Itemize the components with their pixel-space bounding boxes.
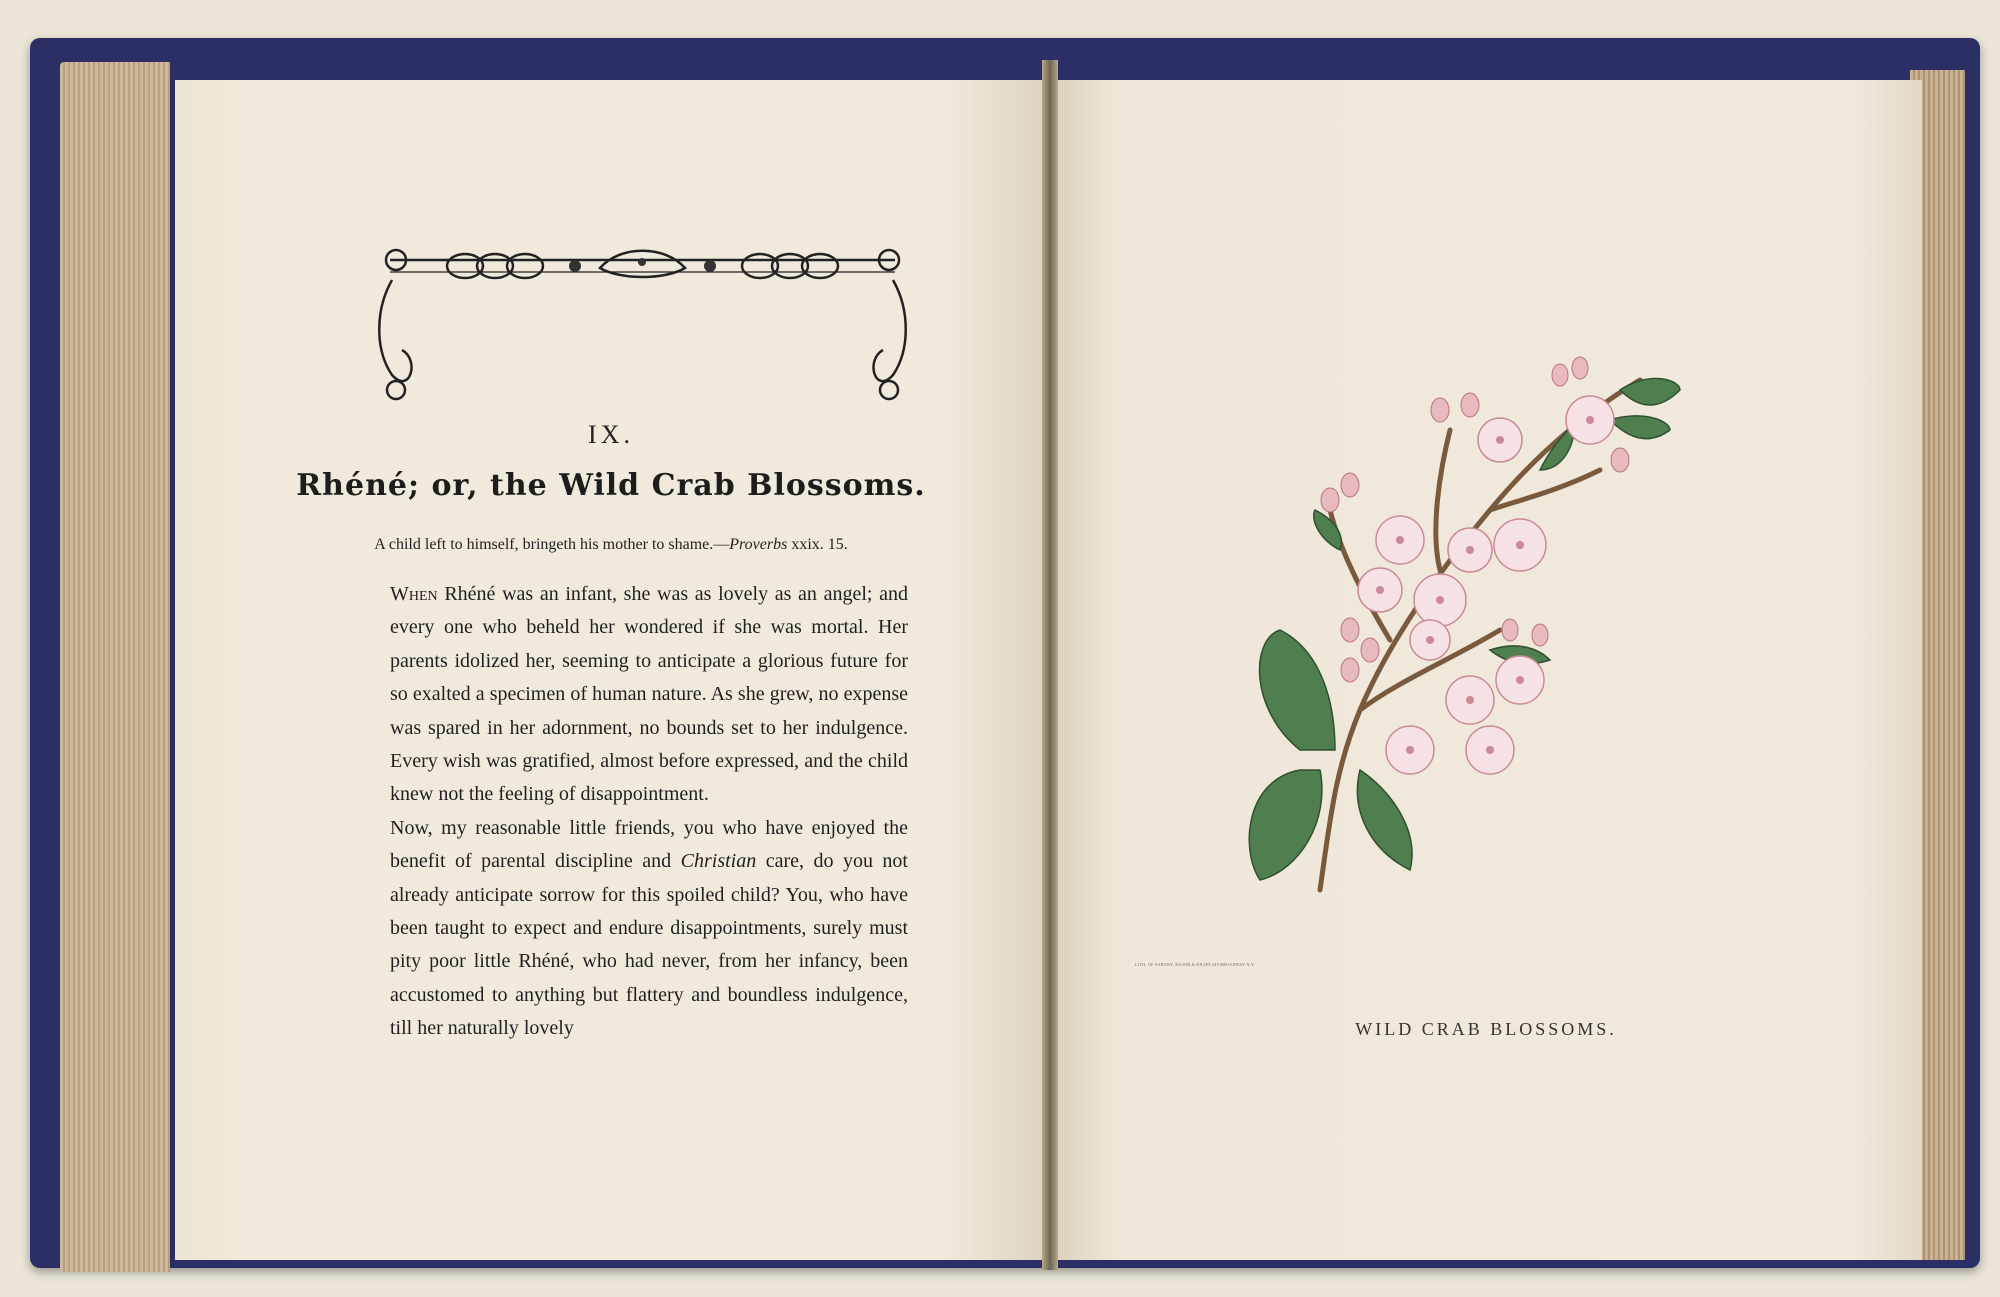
paragraph-2-before: Now, my reasonable little friends, you who have enjoyed the benefit of parental discipline and (390, 816, 908, 873)
paragraph-1-text: Rhéné was an infant, she was as lovely as an angel; and every one who beheld her wondered if she was mortal. Her parents idolized her, seeming to anticipate a glorious future for so exalted a specimen of human nature. As she grew, no expense was spared in her adornment, no bounds set to her indulgence. Every wish was gratified, almost before expressed, and the child knew not the feeling of disappointment. (390, 583, 908, 806)
paragraph-opening-word: When (390, 583, 438, 605)
page-edges-left (60, 62, 170, 1272)
chapter-title: Rhéné; or, the Wild Crab Blossoms. (296, 468, 926, 503)
chapter-body (366, 578, 908, 1046)
wild-crab-blossom-illustration (1240, 350, 1700, 910)
plate-caption: WILD CRAB BLOSSOMS. (1355, 1019, 1617, 1039)
ornamental-header-frame (370, 240, 915, 410)
paragraph-2 (366, 812, 908, 1046)
epigraph (175, 536, 1047, 554)
epigraph-source: Proverbs (729, 536, 788, 553)
paragraph-2-after: care, do you not already anticipate sorrow for this spoiled child? You, who have been taught to expect and endure disappointments, surely must pity poor little Rhéné, who had never, from her infancy, been accustomed to anything but flattery and boundless indulgence, till her naturally lovely (390, 850, 908, 1040)
lithographer-credit: LITH. OF SARONY, MAJOR & KNAPP 449 BROADWAY N.Y. (1135, 962, 1256, 967)
epigraph-text: A child left to himself, bringeth his mother to shame.— (374, 536, 730, 553)
paragraph-1 (366, 578, 908, 812)
book-gutter (1042, 60, 1058, 1270)
paragraph-2-emphasis: Christian (680, 850, 757, 873)
chapter-number: IX. (588, 420, 634, 449)
epigraph-ref: xxix. 15. (791, 536, 848, 553)
